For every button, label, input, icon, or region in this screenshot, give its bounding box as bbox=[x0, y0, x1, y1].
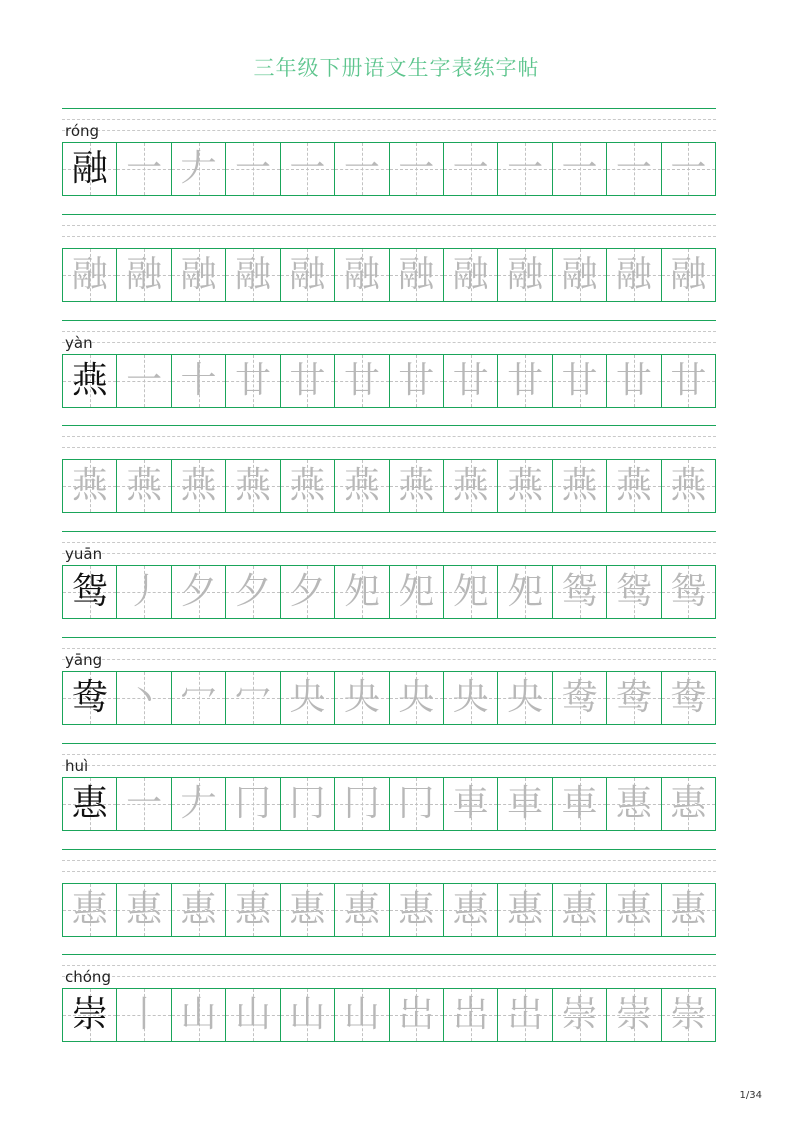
trace-character: 惠 bbox=[398, 888, 435, 930]
grid-cell[interactable] bbox=[552, 778, 606, 830]
pinyin-label: chóng bbox=[65, 968, 111, 987]
trace-character: 鸳 bbox=[615, 571, 652, 613]
pinyin-band bbox=[62, 637, 716, 671]
trace-character: 惠 bbox=[561, 888, 598, 930]
grid-cell[interactable] bbox=[334, 143, 388, 195]
trace-character: 燕 bbox=[398, 465, 435, 507]
trace-character: 一 bbox=[234, 148, 271, 189]
trace-character: 一 bbox=[561, 148, 598, 189]
trace-character: 惠 bbox=[670, 888, 707, 930]
grid-cell[interactable] bbox=[661, 778, 715, 830]
grid-cell[interactable] bbox=[63, 566, 116, 618]
trace-character: 融 bbox=[670, 253, 707, 295]
trace-character: 融 bbox=[234, 253, 271, 295]
trace-character: 惠 bbox=[615, 888, 652, 930]
trace-character: 一 bbox=[507, 148, 544, 189]
grid-cell[interactable] bbox=[334, 884, 388, 936]
grid-cell[interactable] bbox=[552, 672, 606, 724]
grid-cell[interactable] bbox=[389, 884, 443, 936]
grid-cell[interactable] bbox=[225, 778, 279, 830]
grid-cell[interactable] bbox=[552, 460, 606, 512]
trace-character: 融 bbox=[615, 253, 652, 295]
tian-grid-row bbox=[62, 248, 716, 302]
trace-character: 夗 bbox=[398, 571, 435, 613]
pinyin-band bbox=[62, 954, 716, 988]
trace-character: 冖 bbox=[234, 677, 271, 718]
trace-character: 惠 bbox=[670, 782, 707, 824]
trace-character: 冂 bbox=[343, 782, 380, 824]
grid-cell[interactable] bbox=[280, 672, 334, 724]
grid-cell[interactable] bbox=[389, 672, 443, 724]
grid-cell[interactable] bbox=[225, 143, 279, 195]
trace-character: 燕 bbox=[670, 465, 707, 507]
trace-character: 崇 bbox=[670, 994, 707, 1036]
grid-cell[interactable] bbox=[116, 355, 170, 407]
page-title: 三年级下册语文生字表练字帖 bbox=[253, 56, 540, 80]
trace-character: 央 bbox=[398, 677, 435, 718]
grid-cell[interactable] bbox=[116, 143, 170, 195]
trace-character: 惠 bbox=[452, 888, 489, 930]
grid-cell[interactable] bbox=[606, 566, 660, 618]
grid-cell[interactable] bbox=[116, 672, 170, 724]
trace-character: 惠 bbox=[126, 888, 163, 930]
trace-character: 一 bbox=[126, 359, 163, 401]
trace-character: 山 bbox=[180, 994, 217, 1036]
trace-character: 一 bbox=[615, 148, 652, 189]
grid-cell[interactable] bbox=[225, 989, 279, 1041]
grid-cell[interactable] bbox=[443, 249, 497, 301]
trace-character: 一 bbox=[126, 782, 163, 824]
trace-character: 丿 bbox=[126, 571, 163, 613]
grid-cell[interactable] bbox=[63, 143, 116, 195]
trace-character: 燕 bbox=[343, 465, 380, 507]
trace-character: 廿 bbox=[670, 359, 707, 401]
grid-cell[interactable] bbox=[171, 566, 225, 618]
grid-cell[interactable] bbox=[225, 884, 279, 936]
trace-character: 廿 bbox=[343, 359, 380, 401]
grid-cell[interactable] bbox=[606, 778, 660, 830]
trace-character: 燕 bbox=[561, 465, 598, 507]
model-character: 燕 bbox=[71, 359, 108, 401]
trace-character: 廿 bbox=[452, 359, 489, 401]
trace-character: 燕 bbox=[507, 465, 544, 507]
trace-character: 夗 bbox=[343, 571, 380, 613]
trace-character: 融 bbox=[561, 253, 598, 295]
trace-character: 燕 bbox=[71, 465, 108, 507]
grid-cell[interactable] bbox=[116, 884, 170, 936]
trace-character: 一 bbox=[670, 148, 707, 189]
grid-cell[interactable] bbox=[63, 460, 116, 512]
tian-grid-row bbox=[62, 354, 716, 408]
tian-grid-row bbox=[62, 883, 716, 937]
trace-character: 𠂇 bbox=[180, 148, 217, 189]
trace-character: 車 bbox=[452, 782, 489, 824]
trace-character: 惠 bbox=[615, 782, 652, 824]
trace-character: 燕 bbox=[452, 465, 489, 507]
tian-grid-row bbox=[62, 777, 716, 831]
trace-character: 廿 bbox=[234, 359, 271, 401]
model-character: 鸯 bbox=[71, 677, 108, 718]
grid-cell[interactable] bbox=[171, 989, 225, 1041]
trace-character: 融 bbox=[289, 253, 326, 295]
grid-cell[interactable] bbox=[443, 989, 497, 1041]
trace-character: 山 bbox=[343, 994, 380, 1036]
grid-cell[interactable] bbox=[606, 884, 660, 936]
trace-character: 融 bbox=[180, 253, 217, 295]
grid-cell[interactable] bbox=[497, 249, 551, 301]
grid-cell[interactable] bbox=[280, 249, 334, 301]
trace-character: 山 bbox=[234, 994, 271, 1036]
trace-character: 一 bbox=[398, 148, 435, 189]
grid-cell[interactable] bbox=[225, 249, 279, 301]
trace-character: 融 bbox=[452, 253, 489, 295]
pinyin-label: yāng bbox=[65, 651, 103, 669]
pinyin-band bbox=[62, 320, 716, 354]
pinyin-label: róng bbox=[65, 122, 100, 140]
grid-cell[interactable] bbox=[63, 249, 116, 301]
trace-character: 崇 bbox=[561, 994, 598, 1036]
grid-cell[interactable] bbox=[171, 460, 225, 512]
grid-cell[interactable] bbox=[280, 143, 334, 195]
grid-cell[interactable] bbox=[280, 460, 334, 512]
pinyin-band bbox=[62, 108, 716, 142]
grid-cell[interactable] bbox=[606, 460, 660, 512]
grid-cell[interactable] bbox=[334, 566, 388, 618]
trace-character: 惠 bbox=[343, 888, 380, 930]
grid-cell[interactable] bbox=[661, 566, 715, 618]
grid-cell[interactable] bbox=[389, 778, 443, 830]
model-character: 惠 bbox=[71, 782, 108, 824]
trace-character: 央 bbox=[452, 677, 489, 718]
trace-character: 一 bbox=[126, 148, 163, 189]
trace-character: 廿 bbox=[561, 359, 598, 401]
grid-cell[interactable] bbox=[497, 460, 551, 512]
grid-cell[interactable] bbox=[63, 672, 116, 724]
trace-character: 央 bbox=[343, 677, 380, 718]
grid-cell[interactable] bbox=[334, 460, 388, 512]
grid-cell[interactable] bbox=[497, 355, 551, 407]
grid-cell[interactable] bbox=[552, 355, 606, 407]
grid-cell[interactable] bbox=[63, 355, 116, 407]
grid-cell[interactable] bbox=[334, 778, 388, 830]
grid-cell[interactable] bbox=[443, 143, 497, 195]
trace-character: 鸳 bbox=[561, 571, 598, 613]
grid-cell[interactable] bbox=[225, 355, 279, 407]
pinyin-band bbox=[62, 531, 716, 565]
grid-cell[interactable] bbox=[606, 355, 660, 407]
grid-cell[interactable] bbox=[552, 566, 606, 618]
grid-cell[interactable] bbox=[171, 778, 225, 830]
model-character: 崇 bbox=[71, 994, 108, 1036]
grid-cell[interactable] bbox=[443, 778, 497, 830]
trace-character: 𠂇 bbox=[180, 782, 217, 824]
trace-character: 燕 bbox=[615, 465, 652, 507]
grid-cell[interactable] bbox=[389, 249, 443, 301]
trace-character: 鸳 bbox=[670, 571, 707, 613]
trace-character: 鸯 bbox=[615, 677, 652, 718]
trace-character: 夕 bbox=[180, 571, 217, 613]
trace-character: 岀 bbox=[452, 994, 489, 1036]
grid-cell[interactable] bbox=[280, 989, 334, 1041]
trace-character: 廿 bbox=[615, 359, 652, 401]
grid-cell[interactable] bbox=[661, 989, 715, 1041]
trace-character: 山 bbox=[289, 994, 326, 1036]
grid-cell[interactable] bbox=[63, 884, 116, 936]
trace-character: 一 bbox=[452, 148, 489, 189]
grid-cell[interactable] bbox=[552, 884, 606, 936]
trace-character: 丶 bbox=[126, 677, 163, 718]
grid-cell[interactable] bbox=[497, 143, 551, 195]
grid-cell[interactable] bbox=[661, 355, 715, 407]
model-character: 鸳 bbox=[71, 571, 108, 613]
grid-cell[interactable] bbox=[171, 143, 225, 195]
trace-character: 冖 bbox=[180, 677, 217, 718]
grid-cell[interactable] bbox=[334, 989, 388, 1041]
grid-cell[interactable] bbox=[606, 672, 660, 724]
trace-character: 鸯 bbox=[561, 677, 598, 718]
grid-cell[interactable] bbox=[225, 460, 279, 512]
grid-cell[interactable] bbox=[389, 460, 443, 512]
trace-character: 融 bbox=[398, 253, 435, 295]
trace-character: 廿 bbox=[398, 359, 435, 401]
grid-cell[interactable] bbox=[552, 249, 606, 301]
trace-character: 融 bbox=[343, 253, 380, 295]
trace-character: 岀 bbox=[507, 994, 544, 1036]
trace-character: 廿 bbox=[289, 359, 326, 401]
trace-character: 融 bbox=[126, 253, 163, 295]
grid-cell[interactable] bbox=[225, 566, 279, 618]
grid-cell[interactable] bbox=[606, 143, 660, 195]
tian-grid-row bbox=[62, 988, 716, 1042]
blank-band bbox=[62, 425, 716, 459]
pinyin-band bbox=[62, 743, 716, 777]
trace-character: 冂 bbox=[234, 782, 271, 824]
grid-cell[interactable] bbox=[280, 884, 334, 936]
model-character: 融 bbox=[71, 148, 108, 189]
trace-character: 惠 bbox=[71, 888, 108, 930]
grid-cell[interactable] bbox=[661, 884, 715, 936]
grid-cell[interactable] bbox=[606, 249, 660, 301]
trace-character: 央 bbox=[289, 677, 326, 718]
grid-cell[interactable] bbox=[443, 672, 497, 724]
grid-cell[interactable] bbox=[116, 566, 170, 618]
tian-grid-row bbox=[62, 142, 716, 196]
grid-cell[interactable] bbox=[389, 989, 443, 1041]
grid-cell[interactable] bbox=[389, 143, 443, 195]
trace-character: 崇 bbox=[615, 994, 652, 1036]
grid-cell[interactable] bbox=[171, 249, 225, 301]
grid-cell[interactable] bbox=[334, 355, 388, 407]
pinyin-label: yuān bbox=[65, 545, 103, 564]
grid-cell[interactable] bbox=[280, 355, 334, 407]
trace-character: 燕 bbox=[234, 465, 271, 507]
grid-cell[interactable] bbox=[63, 989, 116, 1041]
trace-character: 十 bbox=[180, 359, 217, 401]
trace-character: 央 bbox=[507, 677, 544, 718]
trace-character: 一 bbox=[289, 148, 326, 189]
trace-character: 燕 bbox=[180, 465, 217, 507]
trace-character: 惠 bbox=[234, 888, 271, 930]
grid-cell[interactable] bbox=[116, 249, 170, 301]
grid-cell[interactable] bbox=[552, 143, 606, 195]
grid-cell[interactable] bbox=[389, 566, 443, 618]
trace-character: 冂 bbox=[289, 782, 326, 824]
grid-cell[interactable] bbox=[280, 778, 334, 830]
trace-character: 車 bbox=[561, 782, 598, 824]
grid-cell[interactable] bbox=[116, 460, 170, 512]
grid-cell[interactable] bbox=[171, 884, 225, 936]
grid-cell[interactable] bbox=[661, 672, 715, 724]
trace-character: 惠 bbox=[289, 888, 326, 930]
trace-character: 夗 bbox=[507, 571, 544, 613]
trace-character: 融 bbox=[71, 253, 108, 295]
page-number: 1/34 bbox=[739, 1090, 762, 1101]
grid-cell[interactable] bbox=[443, 884, 497, 936]
grid-cell[interactable] bbox=[389, 355, 443, 407]
grid-cell[interactable] bbox=[443, 355, 497, 407]
grid-cell[interactable] bbox=[497, 566, 551, 618]
grid-cell[interactable] bbox=[661, 249, 715, 301]
trace-character: 岀 bbox=[398, 994, 435, 1036]
trace-character: 燕 bbox=[289, 465, 326, 507]
tian-grid-row bbox=[62, 565, 716, 619]
grid-cell[interactable] bbox=[280, 566, 334, 618]
tian-grid-row bbox=[62, 671, 716, 725]
trace-character: 融 bbox=[507, 253, 544, 295]
grid-cell[interactable] bbox=[334, 672, 388, 724]
grid-cell[interactable] bbox=[661, 143, 715, 195]
grid-cell[interactable] bbox=[171, 355, 225, 407]
trace-character: 夕 bbox=[234, 571, 271, 613]
pinyin-label: huì bbox=[65, 756, 89, 775]
grid-cell[interactable] bbox=[497, 884, 551, 936]
grid-cell[interactable] bbox=[225, 672, 279, 724]
grid-cell[interactable] bbox=[171, 672, 225, 724]
trace-character: 冂 bbox=[398, 782, 435, 824]
tian-grid-row bbox=[62, 459, 716, 513]
trace-character: 夗 bbox=[452, 571, 489, 613]
grid-cell[interactable] bbox=[334, 249, 388, 301]
grid-cell[interactable] bbox=[552, 989, 606, 1041]
pinyin-label: yàn bbox=[65, 333, 93, 352]
trace-character: 燕 bbox=[126, 465, 163, 507]
grid-cell[interactable] bbox=[116, 989, 170, 1041]
grid-cell[interactable] bbox=[661, 460, 715, 512]
grid-cell[interactable] bbox=[497, 778, 551, 830]
grid-cell[interactable] bbox=[497, 672, 551, 724]
grid-cell[interactable] bbox=[497, 989, 551, 1041]
trace-character: 惠 bbox=[507, 888, 544, 930]
trace-character: 夕 bbox=[289, 571, 326, 613]
grid-cell[interactable] bbox=[116, 778, 170, 830]
trace-character: 鸯 bbox=[670, 677, 707, 718]
trace-character: 一 bbox=[343, 148, 380, 189]
grid-cell[interactable] bbox=[443, 566, 497, 618]
trace-character: 車 bbox=[507, 782, 544, 824]
trace-character: 丨 bbox=[126, 994, 163, 1036]
trace-character: 廿 bbox=[507, 359, 544, 401]
grid-cell[interactable] bbox=[606, 989, 660, 1041]
trace-character: 惠 bbox=[180, 888, 217, 930]
grid-cell[interactable] bbox=[63, 778, 116, 830]
blank-band bbox=[62, 849, 716, 883]
grid-cell[interactable] bbox=[443, 460, 497, 512]
blank-band bbox=[62, 214, 716, 248]
